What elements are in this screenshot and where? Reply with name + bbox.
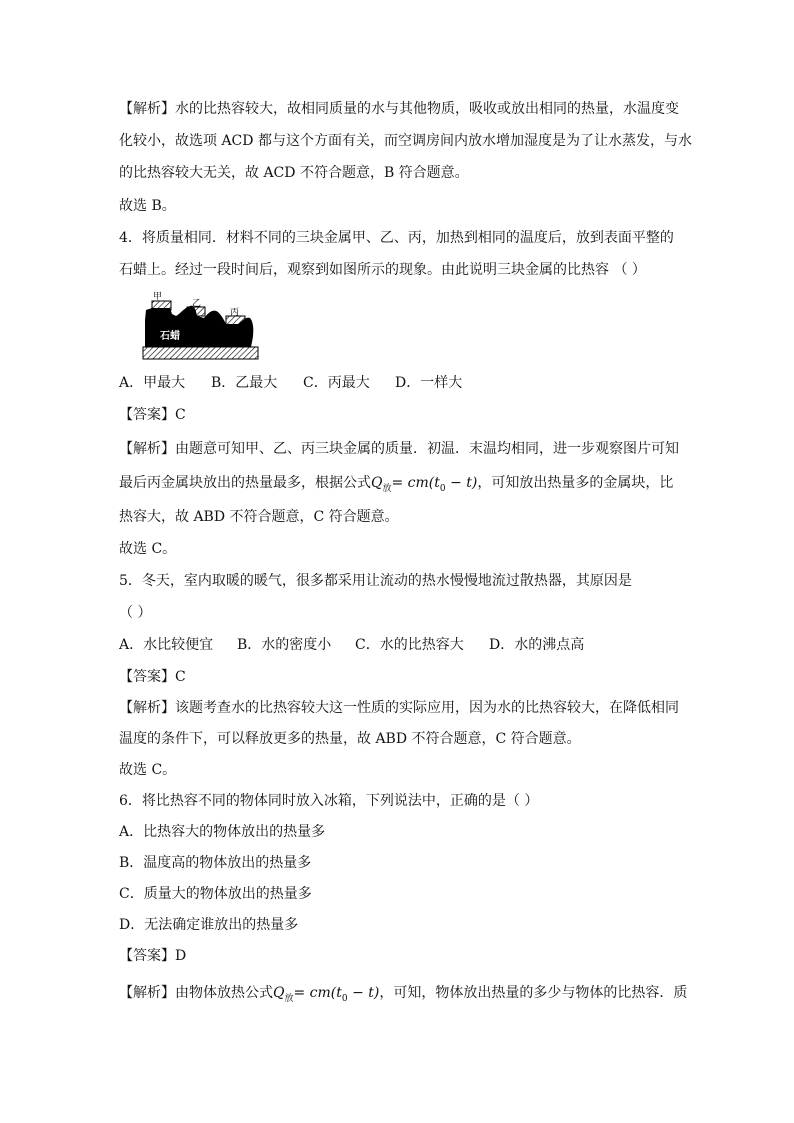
formula-sub0: 0 (439, 483, 446, 494)
q3-explanation-line-1: 【解析】水的比热容较大，故相同质量的水与其他物质，吸收或放出相同的热量，水温度变 (119, 101, 679, 117)
q4-option-a: A．甲最大 (119, 375, 186, 391)
q4-explanation-line-3: 热容大，故 ABD 不符合题意，C 符合题意。 (119, 509, 399, 525)
label-bing: 丙 (230, 308, 240, 318)
q6-answer: 【答案】D (119, 948, 187, 964)
q4-explanation-line-1: 【解析】由题意可知甲、乙、丙三块金属的质量．初温．末温均相同，进一步观察图片可知 (119, 441, 679, 457)
q6-stem: 6．将比热容不同的物体同时放入冰箱，下列说法中，正确的是（ ） (119, 793, 539, 809)
formula2-rest: = cm(t (293, 985, 342, 1001)
formula-rest: = cm(t (391, 475, 440, 491)
q5-option-a: A．水比较便宜 (119, 637, 214, 653)
q5-option-c: C．水的比热容大 (355, 637, 464, 653)
wax-base (143, 347, 258, 359)
metal-block-jia (152, 301, 171, 310)
formula-tail: − t) (445, 475, 478, 491)
q4-explanation-text-a: 最后丙金属块放出的热量最多，根据公式 (119, 475, 371, 491)
q6-explanation-text-b: ，可知，物体放出热量的多少与物体的比热容．质 (379, 985, 688, 1001)
q4-explanation-line-2 (119, 473, 673, 499)
q6-explanation-line-1 (119, 983, 687, 1009)
wax-diagram-svg (142, 290, 260, 362)
q6-option-b: B．温度高的物体放出的热量多 (119, 855, 312, 871)
q3-conclusion: 故选 B。 (119, 198, 176, 214)
q4-explanation-text-b: ，可知放出热量多的金属块，比 (477, 475, 674, 491)
q5-options (119, 635, 584, 655)
q4-stem-line-2: 石蜡上。经过一段时间后，观察到如图所示的现象。由此说明三块金属的比热容 （ ） (119, 262, 646, 278)
formula2-sub: 放 (284, 993, 294, 1004)
q5-conclusion: 故选 C。 (119, 762, 177, 778)
q4-option-b: B．乙最大 (211, 375, 278, 391)
heat-formula-2 (273, 985, 380, 1004)
label-yi: 乙 (192, 299, 202, 309)
q6-option-c: C．质量大的物体放出的热量多 (119, 886, 312, 902)
label-wax: 石蜡 (160, 331, 180, 342)
q6-option-a: A．比热容大的物体放出的热量多 (119, 824, 326, 840)
q3-explanation-line-3: 的比热容较大无关，故 ACD 不符合题意，B 符合题意。 (119, 165, 469, 181)
formula-sub: 放 (382, 483, 392, 494)
wax-metal-figure (142, 290, 260, 362)
heat-formula (371, 475, 478, 494)
q5-stem-line-2: （ ） (119, 605, 152, 621)
q6-option-d: D．无法确定谁放出的热量多 (119, 917, 299, 933)
q5-explanation-line-1: 【解析】该题考查水的比热容较大这一性质的实际应用，因为水的比热容较大，在降低相同 (119, 700, 679, 716)
q5-option-d: D．水的沸点高 (489, 637, 585, 653)
q5-explanation-line-2: 温度的条件下，可以释放更多的热量，故 ABD 不符合题意，C 符合题意。 (119, 731, 581, 747)
q4-conclusion: 故选 C。 (119, 541, 177, 557)
formula2-q: Q (273, 985, 285, 1001)
q3-explanation-line-2: 化较小，故选项 ACD 都与这个方面有关，而空调房间内放水增加湿度是为了让水蒸发，与水 (119, 133, 692, 149)
formula2-tail: − t) (347, 985, 380, 1001)
q5-answer: 【答案】C (119, 669, 186, 685)
q6-explanation-text-a: 【解析】由物体放热公式 (119, 985, 273, 1001)
q4-option-d: D．一样大 (395, 375, 463, 391)
q5-option-b: B．水的密度小 (237, 637, 332, 653)
q4-options (119, 373, 462, 393)
label-jia: 甲 (153, 292, 163, 302)
q5-stem-line-1: 5．冬天，室内取暖的暖气，很多都采用让流动的热水慢慢地流过散热器，其原因是 (119, 573, 632, 589)
q4-option-c: C．丙最大 (303, 375, 370, 391)
q4-answer: 【答案】C (119, 407, 186, 423)
formula2-sub0: 0 (341, 993, 348, 1004)
formula-q: Q (371, 475, 383, 491)
q4-stem-line-1: 4．将质量相同．材料不同的三块金属甲、乙、丙，加热到相同的温度后，放到表面平整的 (119, 230, 674, 246)
